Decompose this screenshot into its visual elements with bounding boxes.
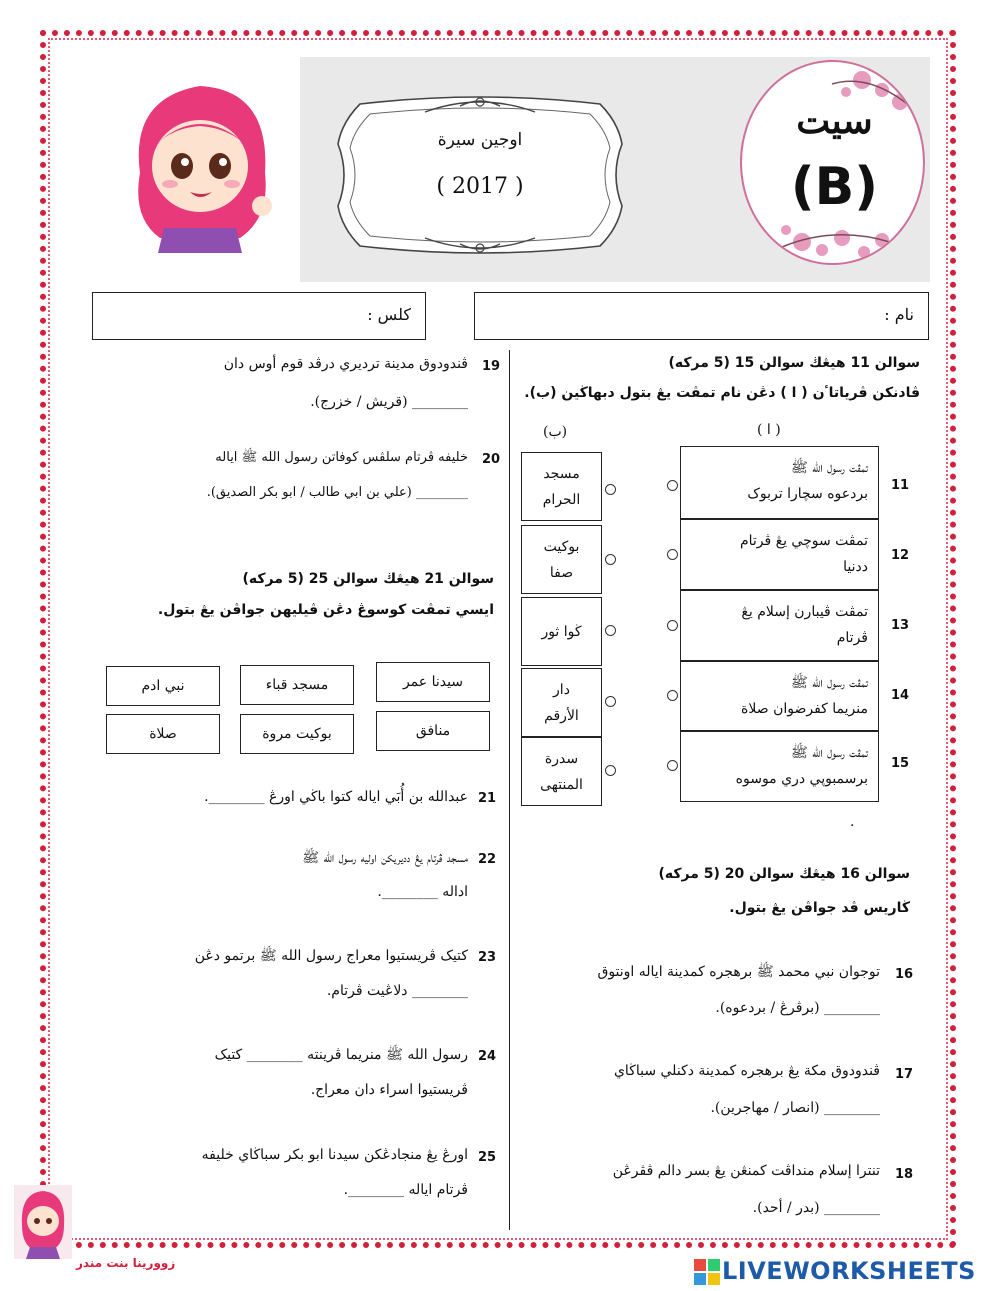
stray-mark: .	[850, 814, 855, 830]
question-number: 25	[478, 1150, 497, 1165]
match-option-b: بوكيت صفا	[521, 525, 602, 594]
match-item-a: تمڤت ڤيبارن إسلام يڠ ڤرتام	[680, 590, 879, 661]
question-text: اورڠ يڠ منجادڠكن سيدنا ابو بكر سباڬاي خليفه	[201, 1147, 468, 1163]
question-number: 18	[895, 1167, 914, 1182]
match-dot-a[interactable]	[667, 690, 678, 701]
class-label: كلس :	[367, 305, 411, 324]
question-number: 16	[895, 967, 914, 982]
match-item-a: تمڤت رسول الله ﷺ بردعوه سچارا تربوک	[680, 446, 879, 519]
question-number: 23	[478, 950, 497, 965]
match-dot-b[interactable]	[605, 696, 616, 707]
question-number: 13	[891, 618, 910, 633]
question-text: ڤندودوق مدينة ترديري درڤد قوم أوس دان	[223, 356, 468, 372]
hijab-girl-small-icon	[14, 1185, 72, 1259]
question-blank[interactable]: اداله ________.	[377, 884, 468, 900]
match-option-b: دار الأرقم	[521, 668, 602, 737]
question-number: 12	[891, 548, 910, 563]
hijab-girl-illustration-icon	[120, 78, 285, 253]
author-credit: زوورينا بنت مندر	[76, 1256, 176, 1270]
question-text[interactable]: عبدالله بن أُبَي اياله كتوا باڬي اورڠ ________.	[204, 789, 468, 805]
question-blank[interactable]: ________ (قريش / خزرج).	[310, 394, 468, 410]
question-number: 24	[478, 1049, 497, 1064]
match-item-a: تمڤت رسول الله ﷺ برسمبوڽي دري موسوه	[680, 731, 879, 802]
question-number: 14	[891, 688, 910, 703]
section-b-instruction: ڬاريس ڤد جواڤن يڠ بتول.	[729, 900, 910, 916]
question-text: كتيک ڤريستيوا معراج رسول الله ﷺ برتمو دڠن	[194, 948, 468, 964]
question-text: مسجد ڤرتام يڠ دديريكن اوليه رسول الله ﷺ	[302, 850, 468, 866]
match-dot-a[interactable]	[667, 480, 678, 491]
question-number: 22	[478, 852, 497, 867]
word-bank-option[interactable]: سيدنا عمر	[376, 662, 490, 702]
column-divider	[509, 350, 510, 1230]
word-bank-option[interactable]: منافق	[376, 711, 490, 751]
worksheet-year: ( 2017 )	[436, 174, 524, 199]
question-number: 20	[482, 452, 501, 467]
match-item-a: تمڤت سوچي يڠ ڤرتام ددنيا	[680, 519, 879, 590]
question-blank[interactable]: ڤرتام اياله ________.	[343, 1182, 468, 1198]
section-a-heading: سوالن 11 هيڠڬ سوالن 15 (5 مركه)	[668, 355, 920, 371]
match-dot-a[interactable]	[667, 549, 678, 560]
match-dot-a[interactable]	[667, 620, 678, 631]
match-option-b: ڬوا ثور	[521, 597, 602, 666]
section-c-heading: سوالن 21 هيڠڬ سوالن 25 (5 مركه)	[242, 571, 494, 587]
match-dot-a[interactable]	[667, 760, 678, 771]
question-blank[interactable]: ________ (انصار / مهاجرين).	[710, 1100, 880, 1116]
column-b-label: (ب)	[543, 424, 568, 440]
question-text: توجوان نبي محمد ﷺ برهجره كمدينة اياله اونتوق	[597, 964, 880, 980]
question-number: 21	[478, 791, 497, 806]
title-plaque	[330, 92, 630, 258]
match-dot-b[interactable]	[605, 484, 616, 495]
question-text: خليفه ڤرتام سلڤس كوفاتن رسول الله ﷺ اياله	[215, 450, 468, 465]
question-number: 19	[482, 359, 501, 374]
match-dot-b[interactable]	[605, 625, 616, 636]
question-number: 15	[891, 756, 910, 771]
section-b-heading: سوالن 16 هيڠڬ سوالن 20 (5 مركه)	[658, 866, 910, 882]
question-number: 11	[891, 478, 910, 493]
match-item-a: تمڤت رسول الله ﷺ منريما كفرضوان صلاة	[680, 661, 879, 731]
question-blank[interactable]: ________ (علي بن ابي طالب / ابو بكر الصديق).	[206, 485, 468, 500]
word-bank-option[interactable]: صلاة	[106, 714, 220, 754]
column-a-label: ( ا )	[757, 422, 781, 438]
word-bank-option[interactable]: مسجد قباء	[240, 665, 354, 705]
question-blank[interactable]: رسول الله ﷺ منريما ڤرينته ________ كتيک	[214, 1047, 468, 1063]
set-letter: (B)	[790, 157, 879, 217]
question-number: 17	[895, 1067, 914, 1082]
word-bank-option[interactable]: نبي ادم	[106, 666, 220, 706]
question-text: تنترا إسلام منداڤت كمنڠن يڠ بسر دالم ڤڤرڠن	[612, 1163, 880, 1179]
match-dot-b[interactable]	[605, 765, 616, 776]
set-badge	[740, 60, 925, 265]
section-a-instruction: ڤادنكن ڤرياتاٴن ( ا ) دڠن نام تمڤت يڠ بتول دبهاڬين (ب).	[524, 385, 920, 401]
word-bank-option[interactable]: بوكيت مروة	[240, 714, 354, 754]
liveworksheets-brand[interactable]: LIVEWORKSHEETS	[722, 1257, 976, 1285]
question-blank[interactable]: ________ (بدر / أحد).	[752, 1200, 880, 1216]
match-option-b: مسجد الحرام	[521, 452, 602, 521]
match-option-b: سدرة المنتهى	[521, 737, 602, 806]
question-blank[interactable]: ________ (برڤرڠ / بردعوه).	[715, 1000, 880, 1016]
name-label: نام :	[884, 305, 914, 324]
section-c-instruction: ايسي تمڤت كوسوڠ دڠن ڤيليهن جواڤن يڠ بتول.	[157, 602, 494, 618]
question-text: ڤريستيوا اسراء دان معراج.	[310, 1082, 468, 1098]
worksheet-title: اوجين سيرة	[437, 130, 523, 150]
question-blank[interactable]: ________ دلاڠيت ڤرتام.	[326, 983, 468, 999]
liveworksheets-logo-icon	[694, 1259, 720, 1285]
match-dot-b[interactable]	[605, 554, 616, 565]
class-field[interactable]	[92, 292, 426, 340]
set-word: سيت	[796, 100, 873, 142]
question-text: ڤندودوق مكة يڠ برهجره كمدينة دكنلي سباڬاي	[613, 1063, 880, 1079]
name-field[interactable]	[474, 292, 929, 340]
